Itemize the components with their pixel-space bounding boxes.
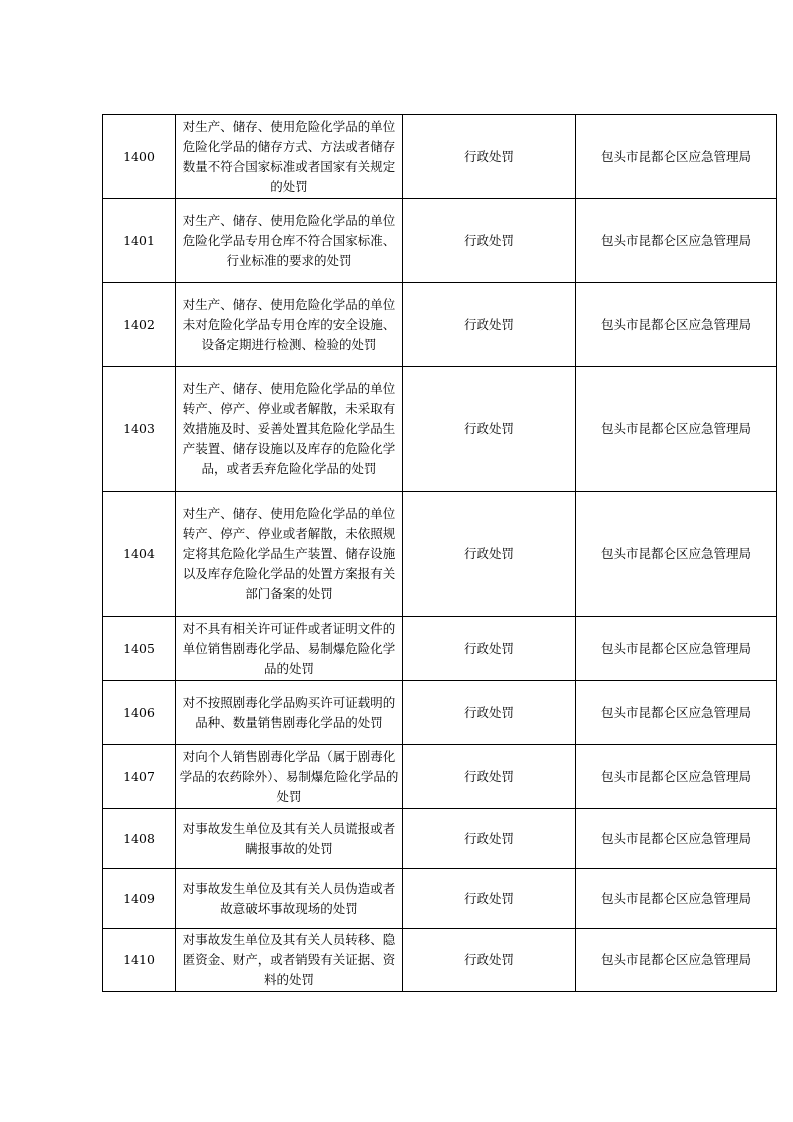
item-name: 对生产、储存、使用危险化学品的单位危险化学品的储存方式、方法或者储存数量不符合国家标准或者国家有关规定的处罚 (176, 115, 403, 199)
item-name: 对事故发生单位及其有关人员转移、隐匿资金、财产，或者销毁有关证据、资料的处罚 (176, 929, 403, 992)
department: 包头市昆都仑区应急管理局 (576, 745, 777, 809)
row-number: 1407 (103, 745, 176, 809)
row-number: 1404 (103, 492, 176, 617)
item-name: 对生产、储存、使用危险化学品的单位未对危险化学品专用仓库的安全设施、设备定期进行检测、检验的处罚 (176, 283, 403, 367)
item-name: 对向个人销售剧毒化学品（属于剧毒化学品的农药除外）、易制爆危险化学品的处罚 (176, 745, 403, 809)
item-type: 行政处罚 (403, 681, 576, 745)
row-number: 1403 (103, 367, 176, 492)
table-row (103, 869, 777, 929)
row-number: 1401 (103, 199, 176, 283)
department: 包头市昆都仑区应急管理局 (576, 681, 777, 745)
department: 包头市昆都仑区应急管理局 (576, 199, 777, 283)
table-row (103, 492, 777, 617)
row-number: 1408 (103, 809, 176, 869)
table-row (103, 617, 777, 681)
table-row (103, 367, 777, 492)
row-number: 1409 (103, 869, 176, 929)
item-type: 行政处罚 (403, 617, 576, 681)
row-number: 1410 (103, 929, 176, 992)
item-type: 行政处罚 (403, 115, 576, 199)
item-name: 对生产、储存、使用危险化学品的单位转产、停产、停业或者解散，未依照规定将其危险化学品生产装置、储存设施以及库存危险化学品的处置方案报有关部门备案的处罚 (176, 492, 403, 617)
item-type: 行政处罚 (403, 283, 576, 367)
table-row (103, 283, 777, 367)
item-type: 行政处罚 (403, 809, 576, 869)
item-type: 行政处罚 (403, 367, 576, 492)
item-type: 行政处罚 (403, 199, 576, 283)
department: 包头市昆都仑区应急管理局 (576, 367, 777, 492)
row-number: 1402 (103, 283, 176, 367)
department: 包头市昆都仑区应急管理局 (576, 617, 777, 681)
item-name: 对事故发生单位及其有关人员谎报或者瞒报事故的处罚 (176, 809, 403, 869)
row-number: 1405 (103, 617, 176, 681)
table-row (103, 745, 777, 809)
department: 包头市昆都仑区应急管理局 (576, 809, 777, 869)
table-row (103, 809, 777, 869)
item-name: 对事故发生单位及其有关人员伪造或者故意破坏事故现场的处罚 (176, 869, 403, 929)
item-type: 行政处罚 (403, 869, 576, 929)
item-name: 对不具有相关许可证件或者证明文件的单位销售剧毒化学品、易制爆危险化学品的处罚 (176, 617, 403, 681)
department: 包头市昆都仑区应急管理局 (576, 115, 777, 199)
item-type: 行政处罚 (403, 745, 576, 809)
table-row (103, 115, 777, 199)
row-number: 1406 (103, 681, 176, 745)
department: 包头市昆都仑区应急管理局 (576, 869, 777, 929)
item-name: 对不按照剧毒化学品购买许可证载明的品种、数量销售剧毒化学品的处罚 (176, 681, 403, 745)
table-row (103, 929, 777, 992)
department: 包头市昆都仑区应急管理局 (576, 492, 777, 617)
penalty-table (102, 114, 777, 992)
table-row (103, 199, 777, 283)
table-row (103, 681, 777, 745)
item-type: 行政处罚 (403, 929, 576, 992)
item-type: 行政处罚 (403, 492, 576, 617)
department: 包头市昆都仑区应急管理局 (576, 929, 777, 992)
department: 包头市昆都仑区应急管理局 (576, 283, 777, 367)
row-number: 1400 (103, 115, 176, 199)
item-name: 对生产、储存、使用危险化学品的单位转产、停产、停业或者解散，未采取有效措施及时、妥善处置其危险化学品生产装置、储存设施以及库存的危险化学品，或者丢弃危险化学品的处罚 (176, 367, 403, 492)
item-name: 对生产、储存、使用危险化学品的单位危险化学品专用仓库不符合国家标准、行业标准的要求的处罚 (176, 199, 403, 283)
